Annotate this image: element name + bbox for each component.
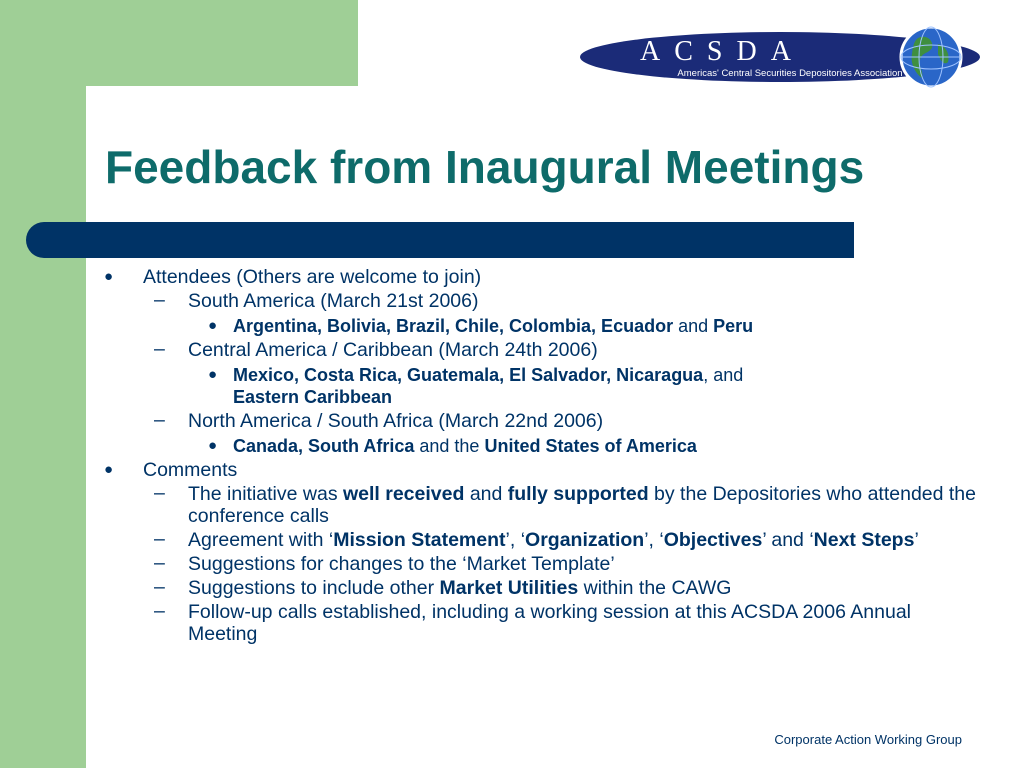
disc-bullet-icon: ● [208, 366, 218, 383]
disc-bullet-icon: ● [208, 437, 218, 454]
bullet-list [100, 266, 980, 645]
ca-last: Eastern Caribbean [233, 387, 393, 407]
agreement-p1: Agreement with ‘ [188, 529, 334, 551]
dash-bullet-icon: – [154, 409, 165, 431]
agreement-b3: Objectives [663, 529, 763, 551]
disc-bullet-icon: ● [104, 461, 114, 478]
disc-bullet-icon: ● [104, 268, 114, 285]
initiative-b2: fully supported [507, 483, 649, 505]
countries-central-america [100, 364, 980, 408]
agreement-p3: ’, ‘ [644, 529, 664, 551]
agreement-p5: ’ [914, 529, 919, 551]
na-countries: Canada, South Africa [233, 436, 415, 456]
countries-south-america [100, 315, 980, 337]
agreement-p2: ’, ‘ [505, 529, 526, 551]
dash-bullet-icon: – [154, 600, 165, 622]
na-last: United States of America [484, 436, 697, 456]
acsda-logo [580, 24, 1000, 94]
bullet-comments [100, 459, 980, 645]
agreement-b4: Next Steps [813, 529, 915, 551]
dash-bullet-icon: – [154, 552, 165, 574]
utilities-p1: Suggestions to include other [188, 577, 440, 599]
logo-name: ACSDA [640, 36, 805, 67]
agreement-b2: Organization [525, 529, 645, 551]
ca-and: , and [703, 365, 744, 385]
green-top-band [0, 0, 358, 86]
slide-content [100, 266, 980, 647]
initiative-p2: and [464, 483, 508, 505]
title-underline-bar [26, 222, 854, 258]
slide-title: Feedback from Inaugural Meetings [105, 141, 865, 193]
countries-north-america [100, 435, 980, 457]
disc-bullet-icon: ● [208, 317, 218, 334]
na-and: and the [419, 436, 480, 456]
dash-bullet-icon: – [154, 528, 165, 550]
logo-subtitle: Americas' Central Securities Depositories Association [677, 68, 903, 79]
comments-text: Comments [143, 459, 238, 481]
bullet-attendees [100, 266, 980, 457]
ca-countries: Mexico, Costa Rica, Guatemala, El Salvador, Nicaragua [233, 365, 704, 385]
sa-countries: Argentina, Bolivia, Brazil, Chile, Colombia, Ecuador [233, 316, 674, 336]
green-side-band [0, 0, 86, 768]
dash-bullet-icon: – [154, 482, 165, 504]
dash-bullet-icon: – [154, 289, 165, 311]
initiative-p3: by the Depositories who attended the conference calls [188, 483, 977, 527]
utilities-b1: Market Utilities [439, 577, 579, 599]
subbullet-central-america [100, 339, 980, 408]
subbullet-utilities [100, 577, 980, 599]
template-text: Suggestions for changes to the ‘Market Template’ [188, 553, 615, 575]
agreement-p4: ’ and ‘ [762, 529, 814, 551]
globe-icon [898, 24, 964, 90]
initiative-b1: well received [342, 483, 465, 505]
north-america-label: North America / South Africa (March 22nd 2006) [188, 410, 604, 432]
dash-bullet-icon: – [154, 338, 165, 360]
subbullet-north-america [100, 410, 980, 457]
followup-text: Follow-up calls established, including a working session at this ACSDA 2006 Annual Meeting [188, 601, 911, 645]
initiative-p1: The initiative was [188, 483, 343, 505]
subbullet-initiative [100, 483, 980, 527]
sa-and: and [678, 316, 709, 336]
dash-bullet-icon: – [154, 576, 165, 598]
south-america-label: South America (March 21st 2006) [188, 290, 479, 312]
sa-last: Peru [713, 316, 754, 336]
agreement-b1: Mission Statement [333, 529, 506, 551]
subbullet-south-america [100, 290, 980, 337]
footer-text: Corporate Action Working Group [774, 732, 962, 747]
attendees-text: Attendees (Others are welcome to join) [143, 266, 482, 288]
subbullet-followup [100, 601, 980, 645]
central-america-label: Central America / Caribbean (March 24th 2006) [188, 339, 598, 361]
subbullet-agreement [100, 529, 980, 551]
utilities-p2: within the CAWG [578, 577, 732, 599]
subbullet-template [100, 553, 980, 575]
